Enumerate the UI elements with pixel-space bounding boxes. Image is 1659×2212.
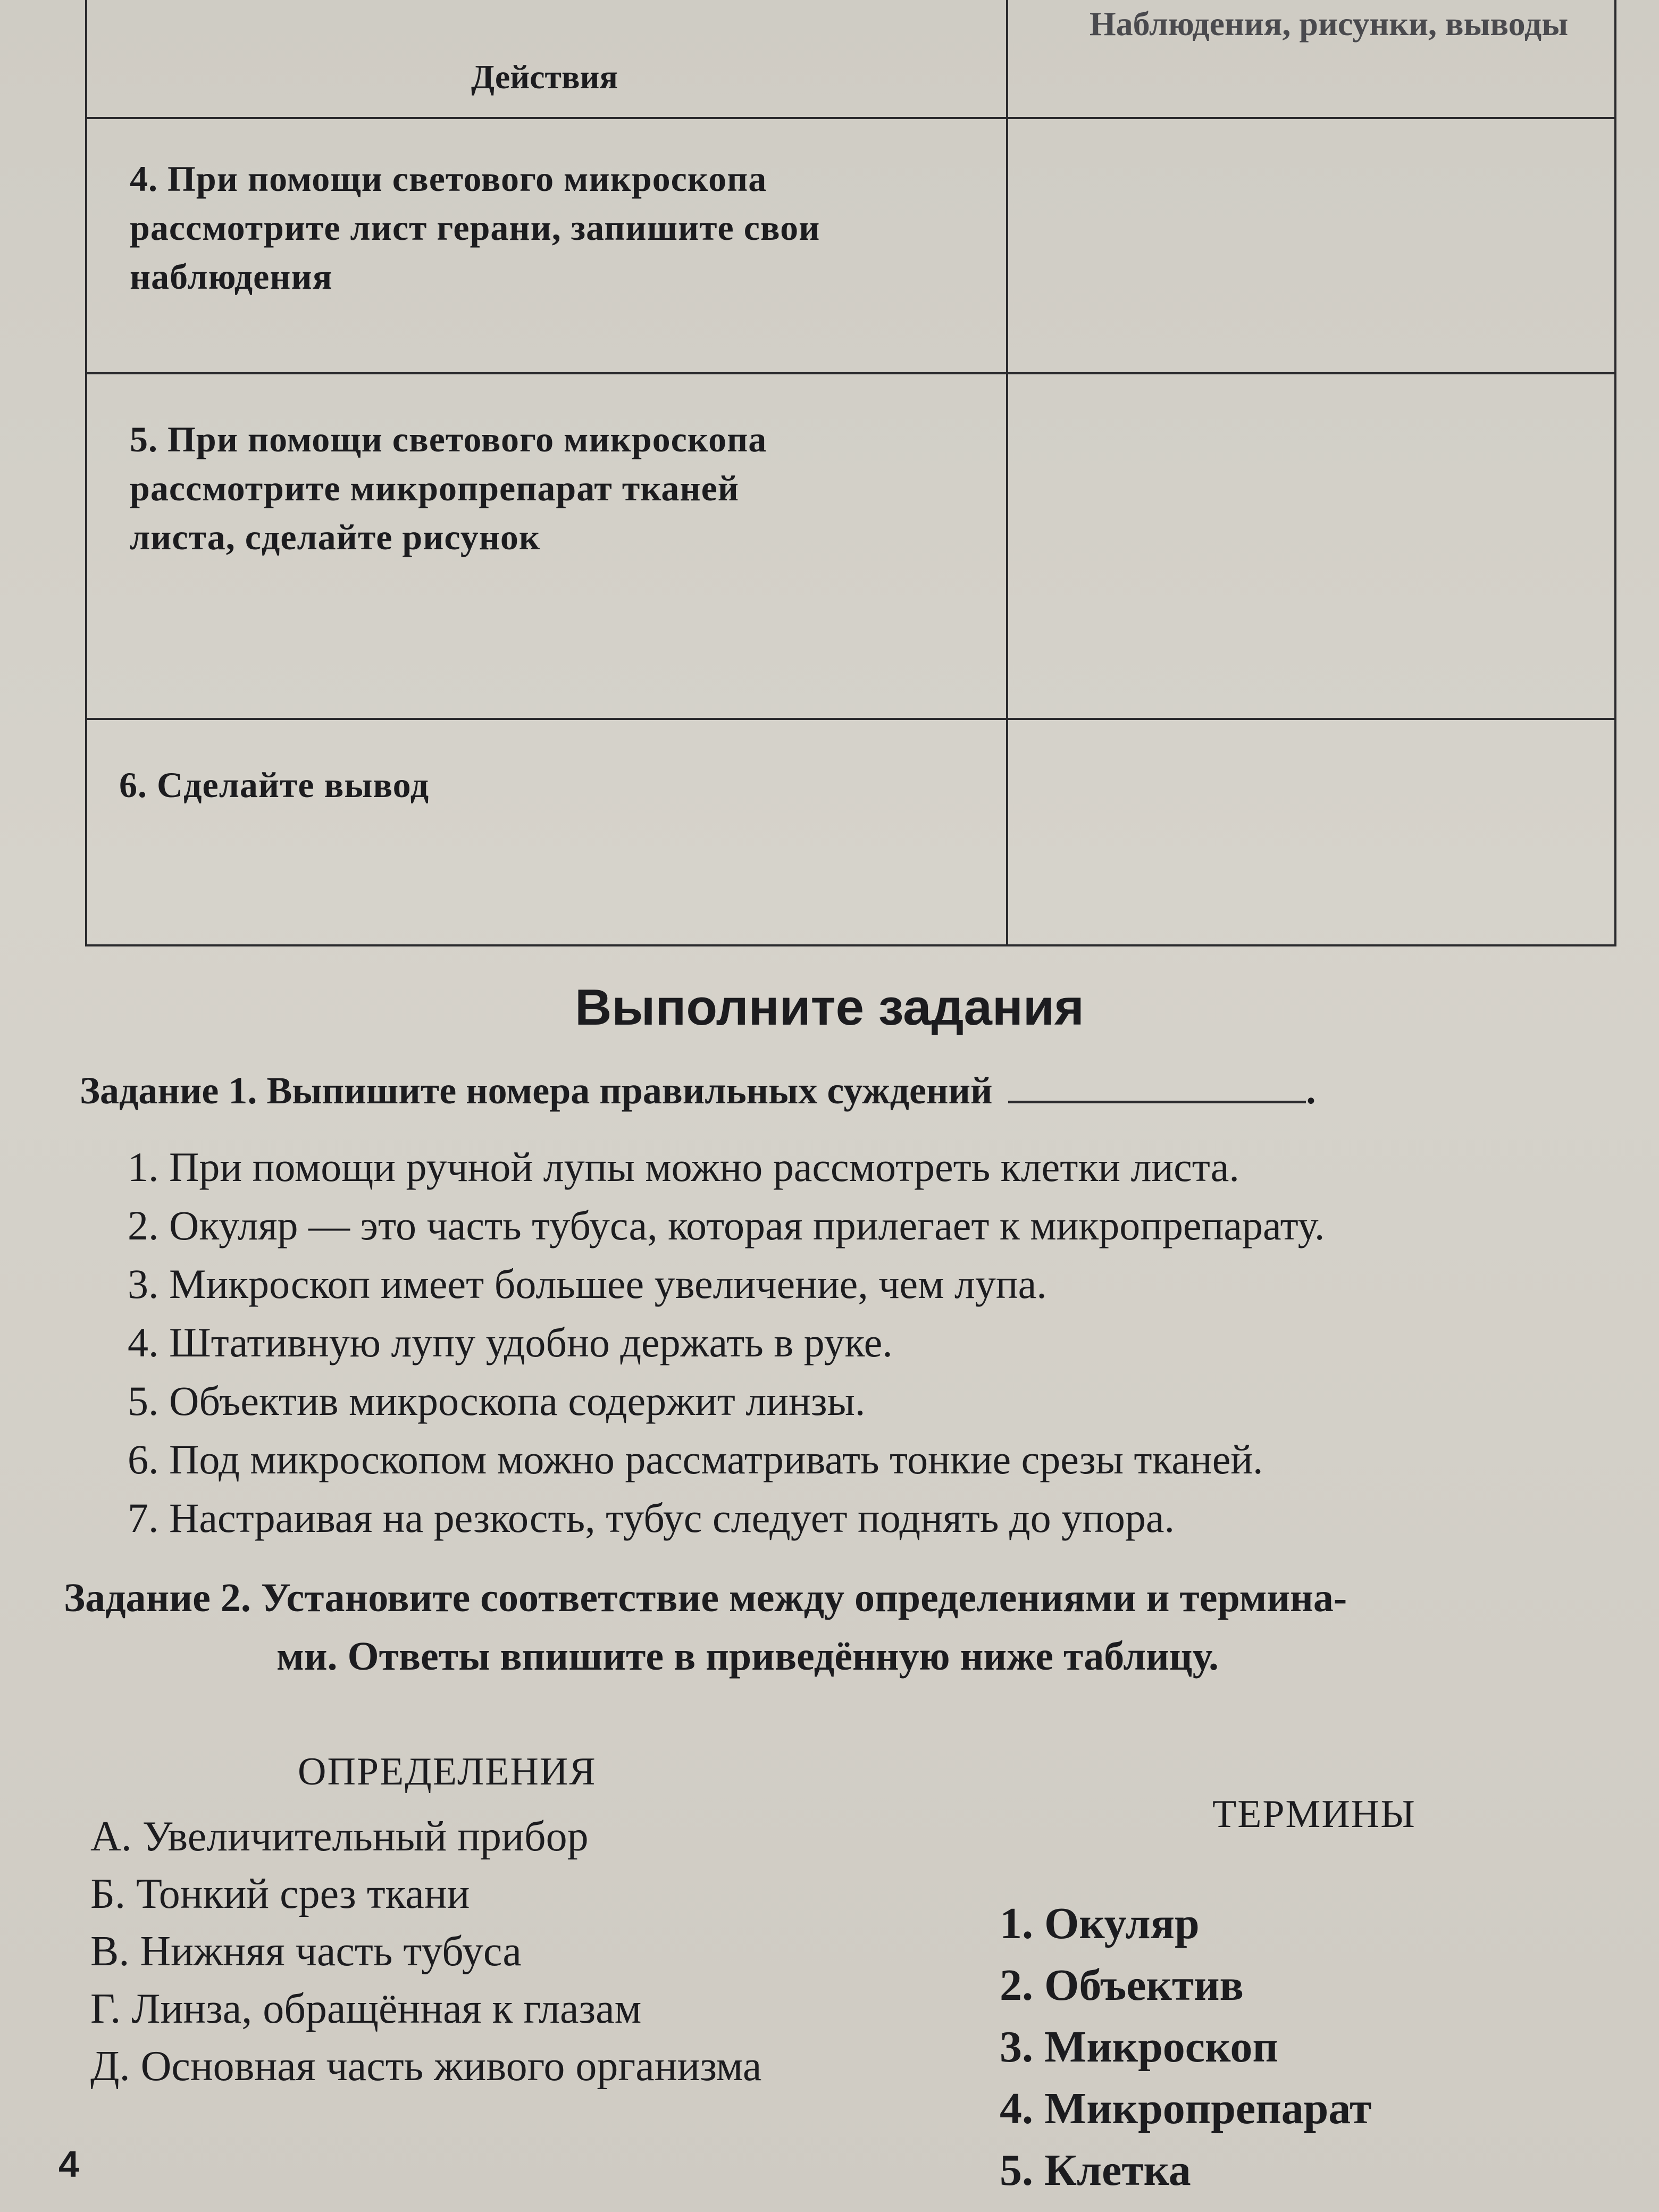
task1-heading: Задание 1. Выпишите номера правильных суждений . (80, 1069, 1316, 1112)
task2-heading-line1: Задание 2. Установите соответствие между определениями и термина- (64, 1576, 1347, 1620)
list-item: 7. Настраивая на резкость, тубус следует поднять до упора. (128, 1495, 1175, 1541)
lab-table (85, 0, 1616, 946)
list-item: 6. Под микроскопом можно рассматривать тонкие срезы тканей. (128, 1436, 1263, 1482)
page-number: 4 (58, 2143, 79, 2185)
list-item: 1. При помощи ручной лупы можно рассмотреть клетки листа. (128, 1144, 1239, 1190)
row4-line3: наблюдения (130, 256, 333, 297)
list-item: 3. Микроскоп имеет большее увеличение, чем лупа. (128, 1261, 1047, 1307)
row5-line1: 5. При помощи светового микроскопа (130, 419, 767, 459)
list-item: 4. Микропрепарат (1000, 2084, 1372, 2133)
list-item: В. Нижняя часть тубуса (90, 1928, 522, 1975)
task2-heading-line2: ми. Ответы впишите в приведённую ниже таблицу. (276, 1634, 1219, 1679)
list-item: 2. Окуляр — это часть тубуса, которая прилегает к микропрепарату. (128, 1202, 1325, 1249)
table-row-divider (87, 117, 1614, 119)
column-divider (1006, 0, 1008, 944)
table-row-divider (87, 718, 1614, 720)
task2-heading (64, 1569, 1347, 1686)
definitions-header: ОПРЕДЕЛЕНИЯ (298, 1750, 597, 1794)
terms-list (1000, 1893, 1371, 2201)
list-item: 2. Объектив (1000, 1960, 1244, 2010)
definitions-list (90, 1808, 761, 2095)
row5-line2: рассмотрите микропрепарат тканей (130, 468, 739, 508)
list-item: 3. Микроскоп (1000, 2022, 1278, 2072)
list-item: 1. Окуляр (1000, 1899, 1200, 1948)
task1-statements (128, 1138, 1325, 1547)
col1-header: Действия (471, 58, 618, 96)
list-item: Г. Линза, обращённая к глазам (90, 1985, 642, 2032)
list-item: А. Увеличительный прибор (90, 1813, 589, 1860)
list-item: Б. Тонкий срез ткани (90, 1871, 470, 1917)
answer-blank[interactable] (1008, 1069, 1306, 1103)
task1-heading-text: Задание 1. Выпишите номера правильных суждений (80, 1069, 993, 1112)
list-item: Д. Основная часть живого организма (90, 2043, 762, 2090)
row5-line3: листа, сделайте рисунок (130, 517, 541, 557)
row6-line1: 6. Сделайте вывод (119, 765, 430, 805)
list-item: 5. Клетка (1000, 2146, 1191, 2195)
row4-line2: рассмотрите лист герани, запишите свои (130, 207, 820, 248)
list-item: 5. Объектив микроскопа содержит линзы. (128, 1378, 866, 1424)
table-row-divider (87, 372, 1614, 374)
row4-line1: 4. При помощи светового микроскопа (130, 158, 767, 199)
section-title: Выполните задания (575, 979, 1084, 1036)
col2-header: Наблюдения, рисунки, выводы (1089, 5, 1569, 43)
list-item: 4. Штативную лупу удобно держать в руке. (128, 1319, 893, 1365)
terms-header: ТЕРМИНЫ (1212, 1792, 1416, 1836)
